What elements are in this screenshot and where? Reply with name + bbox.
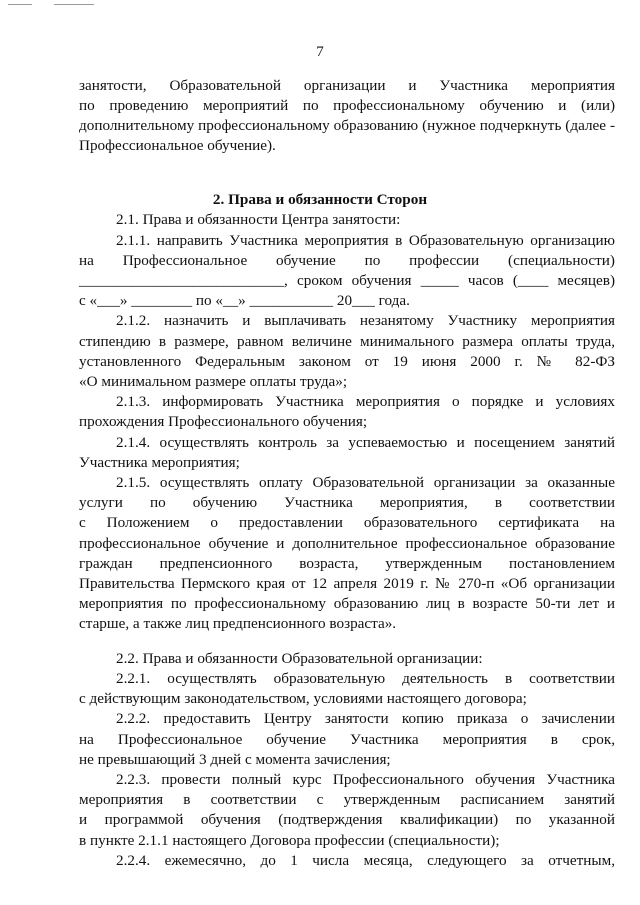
- paragraph-line: прохождения Профессионального обучения;: [79, 413, 368, 430]
- top-rule-right: [54, 4, 94, 5]
- page-number: 7: [316, 44, 324, 60]
- paragraph-line: дополнительному профессиональному образованию (нужное подчеркнуть (далее -: [79, 117, 615, 134]
- paragraph-line: установленного Федеральным законом от 19 июня 2000 г. № 82-ФЗ: [79, 353, 615, 370]
- paragraph-line: Правительства Пермского края от 12 апреля 2019 г. № 270-п «Об организации: [79, 575, 615, 592]
- paragraph-line: занятости, Образовательной организации и Участника мероприятия: [79, 77, 615, 94]
- paragraph-line: профессиональное обучение и дополнительное профессиональное образование: [79, 535, 615, 552]
- paragraph-line: 2.2. Права и обязанности Образовательной организации:: [116, 650, 483, 667]
- paragraph-line: по проведению мероприятий по профессиональному обучению и (или): [79, 97, 615, 114]
- paragraph-line: с Положением о предоставлении образовательного сертификата на: [79, 514, 615, 531]
- paragraph-line: 2.2.2. предоставить Центру занятости копию приказа о зачислении: [116, 710, 615, 727]
- paragraph-line: 2.1.1. направить Участника мероприятия в Образовательную организацию: [116, 232, 615, 249]
- paragraph-line: Участника мероприятия;: [79, 454, 240, 471]
- paragraph-line: 2.1.2. назначить и выплачивать незанятому Участнику мероприятия: [116, 312, 615, 329]
- paragraph-line: 2.2.3. провести полный курс Профессионального обучения Участника: [116, 771, 615, 788]
- top-rule-left: [8, 4, 32, 5]
- paragraph-line: 2.2.1. осуществлять образовательную деятельность в соответствии: [116, 670, 615, 687]
- paragraph-line: 2.1.5. осуществлять оплату Образовательной организации за оказанные: [116, 474, 615, 491]
- paragraph-line: не превышающий 3 дней с момента зачисления;: [79, 751, 391, 768]
- section-heading: 2. Права и обязанности Сторон: [212, 191, 428, 208]
- paragraph-line: граждан предпенсионного возраста, утвержденным постановлением: [79, 555, 615, 572]
- paragraph-line: с действующим законодательством, условиями настоящего договора;: [79, 690, 527, 707]
- paragraph-line: услуги по обучению Участника мероприятия, в соответствии: [79, 494, 615, 511]
- paragraph-line: на Профессиональное обучение по профессии (специальности): [79, 252, 615, 269]
- paragraph-line: Профессиональное обучение).: [79, 137, 276, 154]
- paragraph-line: старше, а также лиц предпенсионного возраста».: [79, 615, 397, 632]
- paragraph-line: «О минимальном размере оплаты труда»;: [79, 373, 348, 390]
- paragraph-line: и программой обучения (подтверждения квалификации) по указанной: [79, 811, 615, 828]
- paragraph-line: 2.1.3. информировать Участника мероприятия о порядке и условиях: [116, 393, 615, 410]
- paragraph-line: на Профессиональное обучение Участника мероприятия в срок,: [79, 731, 615, 748]
- paragraph-line: 2.1.4. осуществлять контроль за успеваемостью и посещением занятий: [116, 434, 615, 451]
- paragraph-line: ___________________________, сроком обучения _____ часов (____ месяцев): [79, 272, 615, 289]
- paragraph-line: с «___» ________ по «__» ___________ 20___ года.: [79, 292, 410, 309]
- paragraph-line: стипендию в размере, равном величине минимального размера оплаты труда,: [79, 333, 615, 350]
- paragraph-line: 2.1. Права и обязанности Центра занятости:: [116, 211, 401, 228]
- paragraph-line: мероприятия в соответствии с утвержденным расписанием занятий: [79, 791, 615, 808]
- paragraph-line: мероприятия по профессиональному образованию лиц в возрасте 50-ти лет и: [79, 595, 615, 612]
- paragraph-line: 2.2.4. ежемесячно, до 1 числа месяца, следующего за отчетным,: [116, 852, 615, 869]
- paragraph-line: в пункте 2.1.1 настоящего Договора профессии (специальности);: [79, 832, 500, 849]
